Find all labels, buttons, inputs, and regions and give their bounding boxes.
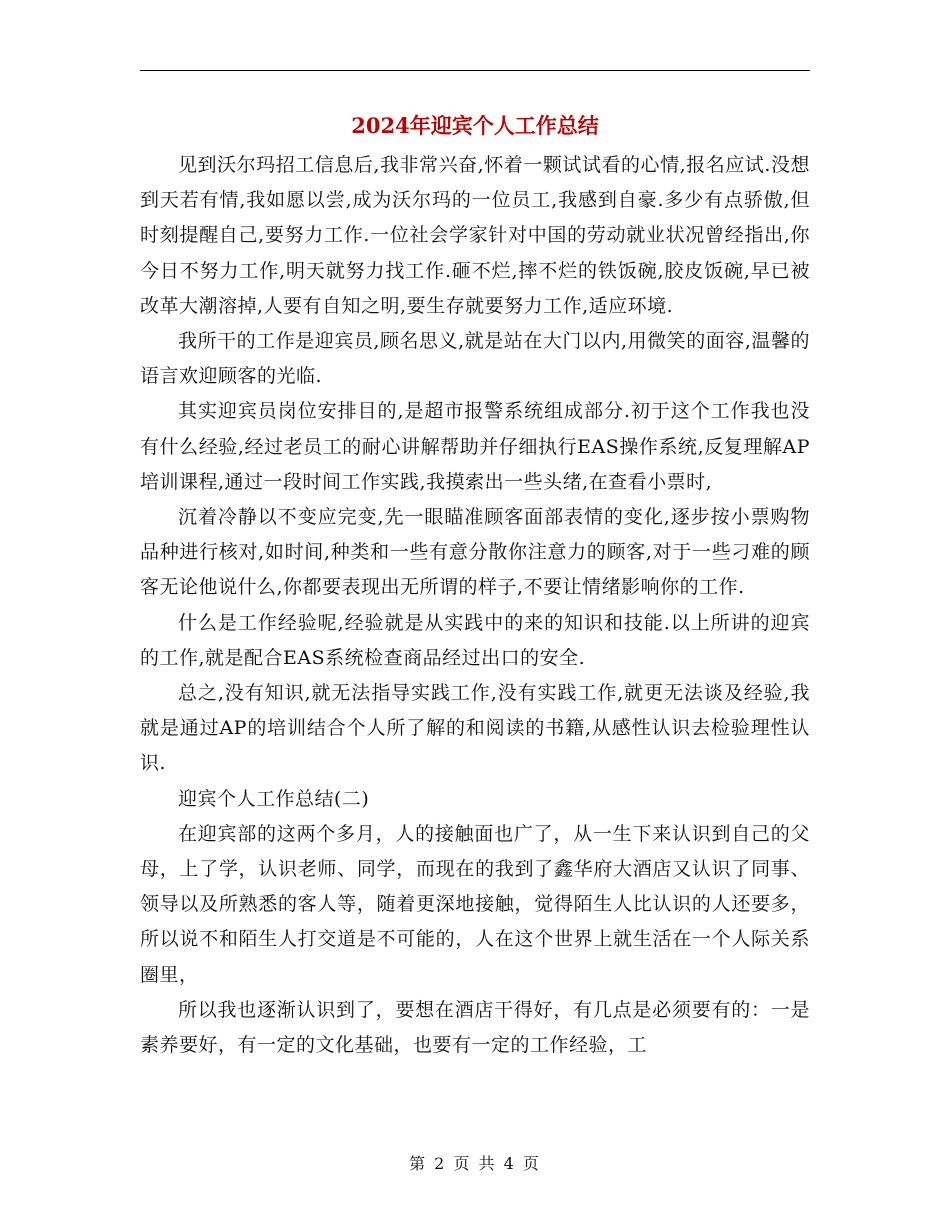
paragraph: 我所干的工作是迎宾员,顾名思义,就是站在大门以内,用微笑的面容,温馨的语言欢迎顾客的光临. — [140, 330, 810, 388]
page-footer: 第 2 页 共 4 页 — [409, 1154, 541, 1173]
paragraph: 在迎宾部的这两个多月，人的接触面也广了，从一生下来认识到自己的父母，上了学，认识老师、同学，而现在的我到了鑫华府大酒店又认识了同事、领导以及所熟悉的客人等，随着更深地接触，觉得陌生人比认识的人还要多，所以说不和陌生人打交道是不可能的，人在这个世界上就生活在一个人际关系圈里， — [140, 822, 810, 986]
section-heading: 迎宾个人工作总结(二) — [178, 787, 370, 810]
paragraph: 见到沃尔玛招工信息后,我非常兴奋,怀着一颗试试看的心情,报名应试.没想到天若有情,我如愿以尝,成为沃尔玛的一位员工,我感到自豪.多少有点骄傲,但时刻提醒自己,要努力工作.一位社会学家针对中国的劳动就业状况曾经指出,你今日不努力工作,明天就努力找工作.砸不烂,摔不烂的铁饭碗,胶皮饭碗,早已被改革大潮溶掉,人要有自知之明,要生存就要努力工作,适应环境. — [140, 154, 810, 317]
document-body — [140, 148, 810, 1063]
paragraph: 总之,没有知识,就无法指导实践工作,没有实践工作,就更无法谈及经验,我就是通过AP的培训结合个人所了解的和阅读的书籍,从感性认识去检验理性认识. — [140, 682, 810, 775]
paragraph: 什么是工作经验呢,经验就是从实践中的来的知识和技能.以上所讲的迎宾的工作,就是配合EAS系统检查商品经过出口的安全. — [140, 611, 810, 669]
document-title: 2024年迎宾个人工作总结 — [351, 113, 599, 138]
paragraph: 沉着冷静以不变应完变,先一眼瞄准顾客面部表情的变化,逐步按小票购物品种进行核对,如时间,种类和一些有意分散你注意力的顾客,对于一些刁难的顾客无论他说什么,你都要表现出无所谓的样子,不要让情绪影响你的工作. — [140, 506, 810, 599]
paragraph: 所以我也逐渐认识到了，要想在酒店干得好，有几点是必须要有的：一是素养要好，有一定的文化基础，也要有一定的工作经验，工 — [140, 998, 810, 1057]
header-rule — [140, 70, 810, 71]
paragraph: 其实迎宾员岗位安排目的,是超市报警系统组成部分.初于这个工作我也没有什么经验,经过老员工的耐心讲解帮助并仔细执行EAS操作系统,反复理解AP培训课程,通过一段时间工作实践,我摸索出一些头绪,在查看小票时, — [140, 400, 810, 493]
